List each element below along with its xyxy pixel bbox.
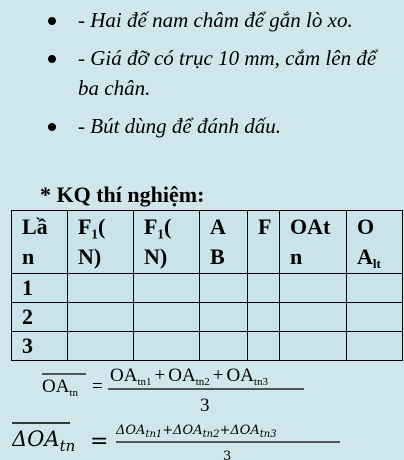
bullet-list [0,2,404,141]
bullet-dot-icon [48,123,56,131]
formula1-equals: = [92,376,103,397]
formula2-lhs: $\Delta OA_{tn}$ [12,427,76,455]
results-table [11,210,403,361]
formula1-lhs: $OA_{tn}$ [42,376,79,399]
table-cell [280,274,347,303]
table-cell [248,274,280,303]
table-cell [248,303,280,332]
formula2-denominator: 3 [223,449,232,460]
header-cell-ab: A B [200,211,248,274]
row-index-cell: 2 [12,303,68,332]
header-cell-oatn: OAt n [280,211,347,274]
formula2-equals: = [90,429,109,454]
table-cell [134,274,200,303]
table-cell [347,332,403,361]
header-cell-lan: Lầ n [12,211,68,274]
table-cell [200,303,248,332]
header-cell-oalt: O Alt [347,211,403,274]
formula1-denominator: 3 [200,395,210,416]
formula-oa-average [42,362,402,416]
header-cell-f: F [248,211,280,274]
header-cell-f1a: F₁( N) [68,211,134,274]
bullet-dot-icon [48,55,56,63]
table-row [12,274,403,303]
table-cell [248,332,280,361]
table-cell [200,332,248,361]
bullet-item [0,111,404,141]
bullet-item [0,43,404,103]
bullet-dot-icon [48,17,56,25]
table-header-row [12,211,403,274]
bullet-item [0,5,404,35]
table-cell [68,303,134,332]
row-index-cell: 1 [12,274,68,303]
bullet-text: - Hai đế nam châm để gắn lò xo. [78,8,353,32]
table-cell [347,274,403,303]
table-row [12,332,403,361]
bullet-text: - Giá đỡ có trục 10 mm, cắm lên để ba chân. [78,46,377,100]
formula-delta-oa-average [12,418,404,460]
header-cell-f1b: F₁( N) [134,211,200,274]
table-cell [68,332,134,361]
table-cell [280,303,347,332]
table-cell [347,303,403,332]
table-cell [280,332,347,361]
section-heading: * KQ thí nghiệm: [40,182,205,207]
formula2-numerator: $\Delta OA_{tn1}+\Delta OA_{tn2}+\Delta OA_{tn3}$ [116,423,277,440]
formula1-numerator: $OA_{tn1} + OA_{tn2} + OA_{tn3}$ [110,365,268,388]
table-cell [68,274,134,303]
table-cell [200,274,248,303]
bullet-text: - Bút dùng để đánh dấu. [78,114,281,138]
row-index-cell: 3 [12,332,68,361]
table-cell [134,303,200,332]
table-row [12,303,403,332]
table-cell [134,332,200,361]
